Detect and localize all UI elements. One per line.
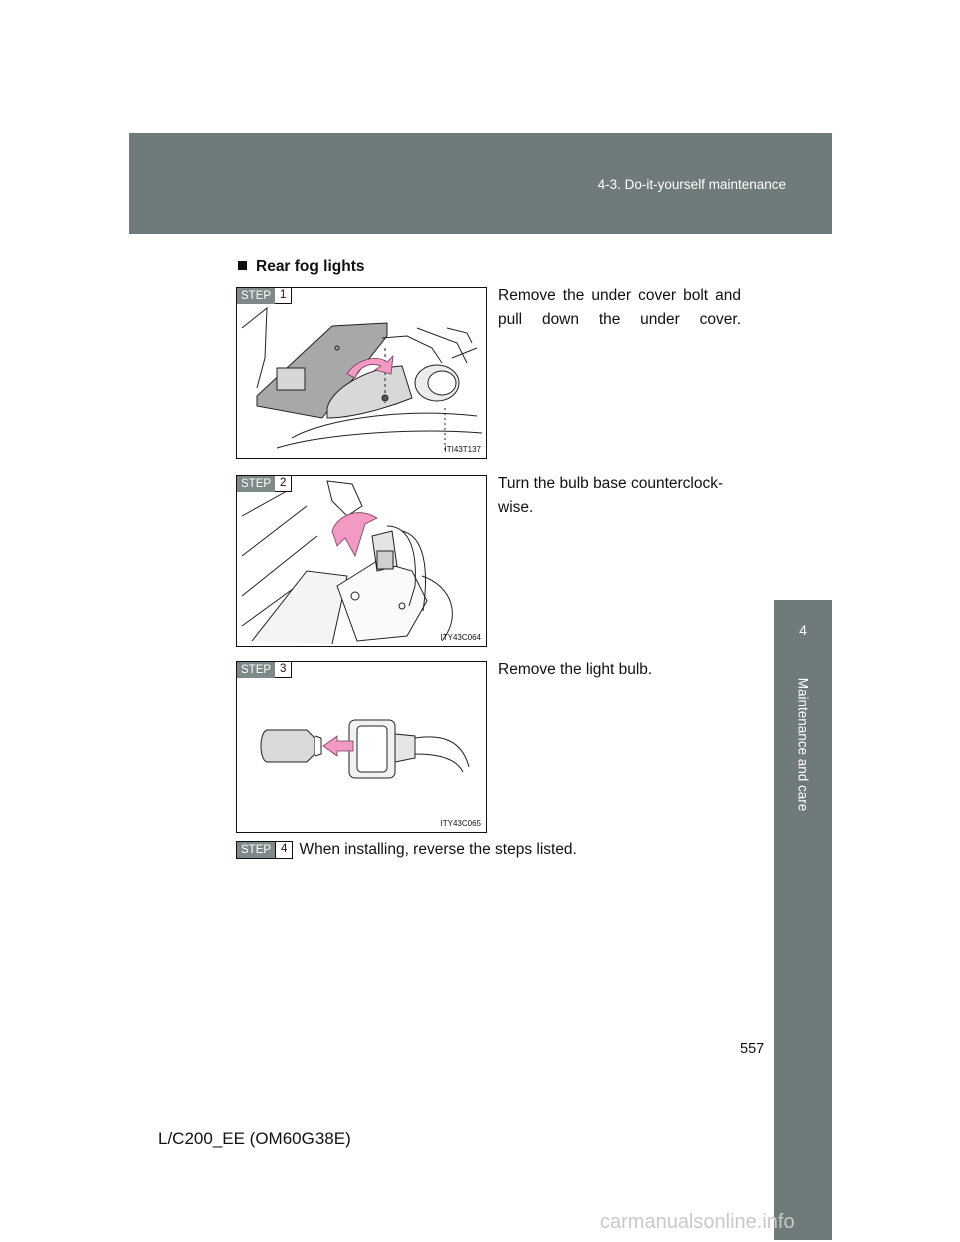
step2-figure — [236, 475, 487, 647]
under-cover-illustration — [237, 288, 486, 458]
step-badge: STEP 1 — [237, 288, 292, 304]
step1-figure — [236, 287, 487, 459]
chapter-side-strip — [774, 664, 832, 1240]
step3-text: Remove the light bulb. — [498, 661, 653, 678]
step-badge: STEP 3 — [237, 662, 292, 678]
chapter-header — [129, 133, 832, 234]
step3-figure — [236, 661, 487, 833]
watermark: carmanualsonline.info — [600, 1211, 795, 1233]
step1-text: Remove the under cover bolt and pull down the under cover. — [498, 287, 741, 328]
chapter-number: 4 — [799, 622, 807, 638]
header-section-title: 4-3. Do-it-yourself maintenance — [597, 177, 786, 192]
figure-code: ITY43C064 — [440, 633, 481, 642]
step4-row — [236, 841, 577, 859]
chapter-label: Maintenance and care — [795, 677, 811, 811]
light-bulb-illustration — [237, 662, 486, 832]
figure-code: ITY43C065 — [440, 819, 481, 828]
bulb-base-illustration — [237, 476, 486, 646]
step4-text: When installing, reverse the steps listed. — [299, 841, 577, 858]
step2-text: Turn the bulb base counterclock-wise. — [498, 475, 724, 516]
footer-model-code: L/C200_EE (OM60G38E) — [158, 1129, 351, 1148]
bullet-square-icon — [238, 261, 247, 270]
figure-code: ITI43T137 — [444, 445, 481, 454]
rotation-arrow-icon — [332, 513, 377, 556]
page-number: 557 — [740, 1041, 765, 1057]
section-title: Rear fog lights — [238, 258, 365, 276]
step-badge: STEP 4 — [236, 841, 293, 859]
chapter-tab — [774, 600, 832, 664]
step-badge: STEP 2 — [237, 476, 292, 492]
